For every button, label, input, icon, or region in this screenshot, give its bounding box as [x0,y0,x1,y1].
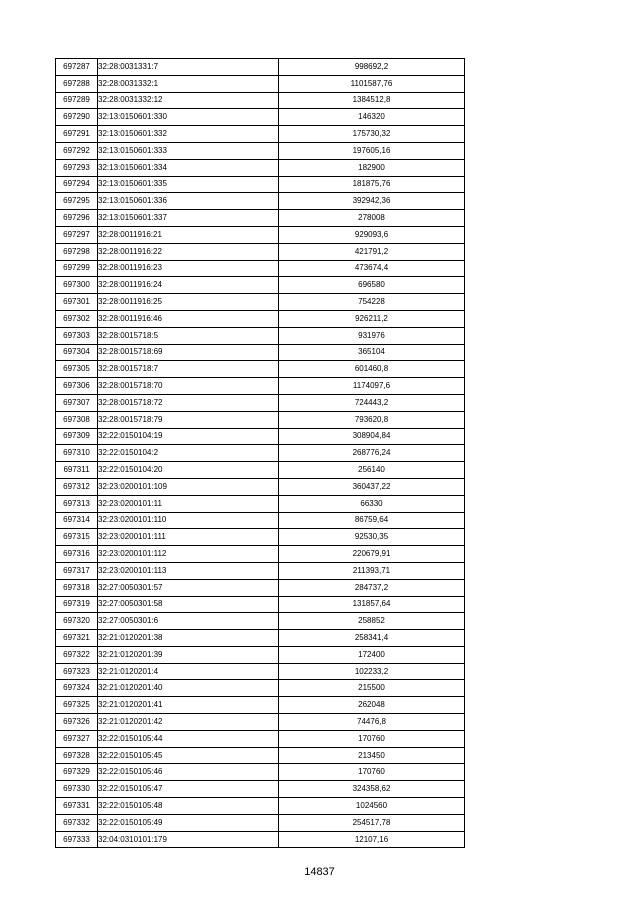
table-row [56,176,465,193]
row-id-cell: 697311 [56,462,98,479]
cadastral-number-cell: 32:28:0015718:69 [98,344,279,361]
table-row [56,512,465,529]
cadastral-value-cell: 211393,71 [279,562,465,579]
cadastral-value-cell: 175730,32 [279,126,465,143]
cadastral-number-cell: 32:22:0150105:44 [98,730,279,747]
table-row [56,277,465,294]
row-id-cell: 697289 [56,92,98,109]
cadastral-number-cell: 32:13:0150601:336 [98,193,279,210]
row-id-cell: 697297 [56,226,98,243]
cadastral-number-cell: 32:28:0011916:22 [98,243,279,260]
row-id-cell: 697319 [56,596,98,613]
table-body [56,59,465,848]
table-row [56,747,465,764]
table-row [56,798,465,815]
table-row [56,210,465,227]
page-number: 14837 [304,866,335,878]
cadastral-value-cell: 793620,8 [279,411,465,428]
cadastral-number-cell: 32:28:0011916:21 [98,226,279,243]
table-row [56,260,465,277]
cadastral-value-cell: 284737,2 [279,579,465,596]
table-row [56,546,465,563]
cadastral-value-cell: 929093,6 [279,226,465,243]
row-id-cell: 697315 [56,529,98,546]
cadastral-number-cell: 32:21:0120201:39 [98,646,279,663]
table-row [56,411,465,428]
table-row [56,764,465,781]
cadastral-number-cell: 32:23:0200101:113 [98,562,279,579]
cadastral-value-cell: 998692,2 [279,59,465,76]
cadastral-value-cell: 1174097,6 [279,378,465,395]
cadastral-number-cell: 32:21:0120201:38 [98,630,279,647]
row-id-cell: 697294 [56,176,98,193]
cadastral-value-cell: 268776,24 [279,445,465,462]
cadastral-number-cell: 32:27:0050301:58 [98,596,279,613]
cadastral-number-cell: 32:28:0015718:7 [98,361,279,378]
cadastral-number-cell: 32:23:0200101:109 [98,478,279,495]
cadastral-value-cell: 421791,2 [279,243,465,260]
table-row [56,495,465,512]
row-id-cell: 697324 [56,680,98,697]
cadastral-number-cell: 32:23:0200101:112 [98,546,279,563]
cadastral-number-cell: 32:21:0120201:40 [98,680,279,697]
row-id-cell: 697292 [56,142,98,159]
cadastral-number-cell: 32:22:0150105:45 [98,747,279,764]
table-row [56,344,465,361]
cadastral-value-cell: 392942,36 [279,193,465,210]
cadastral-value-cell: 258341,4 [279,630,465,647]
row-id-cell: 697302 [56,310,98,327]
cadastral-number-cell: 32:13:0150601:333 [98,142,279,159]
table-row [56,831,465,848]
row-id-cell: 697312 [56,478,98,495]
table-row [56,75,465,92]
row-id-cell: 697328 [56,747,98,764]
cadastral-number-cell: 32:28:0031331:7 [98,59,279,76]
cadastral-number-cell: 32:23:0200101:110 [98,512,279,529]
cadastral-value-cell: 696580 [279,277,465,294]
table-row [56,462,465,479]
cadastral-number-cell: 32:22:0150104:20 [98,462,279,479]
table-row [56,613,465,630]
cadastral-value-cell: 473674,4 [279,260,465,277]
cadastral-number-cell: 32:13:0150601:332 [98,126,279,143]
table-row [56,327,465,344]
table-row [56,193,465,210]
cadastral-number-cell: 32:22:0150105:46 [98,764,279,781]
cadastral-value-cell: 172400 [279,646,465,663]
cadastral-number-cell: 32:28:0015718:72 [98,394,279,411]
cadastral-value-cell: 926211,2 [279,310,465,327]
table-row [56,814,465,831]
row-id-cell: 697296 [56,210,98,227]
table-row [56,529,465,546]
row-id-cell: 697317 [56,562,98,579]
table-row [56,92,465,109]
row-id-cell: 697298 [56,243,98,260]
cadastral-number-cell: 32:13:0150601:337 [98,210,279,227]
table-row [56,646,465,663]
cadastral-value-cell: 360437,22 [279,478,465,495]
row-id-cell: 697314 [56,512,98,529]
table-row [56,445,465,462]
row-id-cell: 697306 [56,378,98,395]
cadastral-number-cell: 32:22:0150104:2 [98,445,279,462]
cadastral-value-cell: 170760 [279,764,465,781]
cadastral-value-cell: 1384512,8 [279,92,465,109]
cadastral-number-cell: 32:28:0015718:79 [98,411,279,428]
row-id-cell: 697288 [56,75,98,92]
row-id-cell: 697326 [56,714,98,731]
cadastral-number-cell: 32:13:0150601:334 [98,159,279,176]
table-row [56,579,465,596]
table-row [56,714,465,731]
cadastral-value-cell: 754228 [279,294,465,311]
row-id-cell: 697304 [56,344,98,361]
cadastral-number-cell: 32:22:0150105:48 [98,798,279,815]
cadastral-number-cell: 32:28:0015718:70 [98,378,279,395]
table-row [56,596,465,613]
document-table-container [55,58,465,848]
table-row [56,294,465,311]
cadastral-value-table [55,58,465,848]
cadastral-number-cell: 32:28:0031332:1 [98,75,279,92]
row-id-cell: 697329 [56,764,98,781]
cadastral-value-cell: 102233,2 [279,663,465,680]
row-id-cell: 697301 [56,294,98,311]
cadastral-value-cell: 197605,16 [279,142,465,159]
row-id-cell: 697316 [56,546,98,563]
cadastral-number-cell: 32:27:0050301:57 [98,579,279,596]
cadastral-number-cell: 32:23:0200101:111 [98,529,279,546]
cadastral-value-cell: 66330 [279,495,465,512]
row-id-cell: 697303 [56,327,98,344]
cadastral-value-cell: 182900 [279,159,465,176]
cadastral-number-cell: 32:13:0150601:335 [98,176,279,193]
row-id-cell: 697313 [56,495,98,512]
cadastral-number-cell: 32:28:0011916:23 [98,260,279,277]
table-row [56,562,465,579]
cadastral-number-cell: 32:28:0015718:5 [98,327,279,344]
row-id-cell: 697287 [56,59,98,76]
row-id-cell: 697323 [56,663,98,680]
row-id-cell: 697318 [56,579,98,596]
cadastral-value-cell: 146320 [279,109,465,126]
row-id-cell: 697295 [56,193,98,210]
cadastral-number-cell: 32:27:0050301:6 [98,613,279,630]
table-row [56,697,465,714]
row-id-cell: 697331 [56,798,98,815]
cadastral-value-cell: 92530,35 [279,529,465,546]
table-row [56,378,465,395]
cadastral-number-cell: 32:28:0011916:25 [98,294,279,311]
row-id-cell: 697291 [56,126,98,143]
row-id-cell: 697307 [56,394,98,411]
cadastral-value-cell: 724443,2 [279,394,465,411]
row-id-cell: 697310 [56,445,98,462]
table-row [56,361,465,378]
cadastral-value-cell: 256140 [279,462,465,479]
row-id-cell: 697321 [56,630,98,647]
cadastral-number-cell: 32:21:0120201:41 [98,697,279,714]
cadastral-value-cell: 215500 [279,680,465,697]
cadastral-number-cell: 32:21:0120201:4 [98,663,279,680]
table-row [56,663,465,680]
row-id-cell: 697308 [56,411,98,428]
cadastral-number-cell: 32:21:0120201:42 [98,714,279,731]
cadastral-value-cell: 254517,78 [279,814,465,831]
table-row [56,310,465,327]
row-id-cell: 697332 [56,814,98,831]
row-id-cell: 697293 [56,159,98,176]
row-id-cell: 697330 [56,781,98,798]
cadastral-value-cell: 258852 [279,613,465,630]
row-id-cell: 697300 [56,277,98,294]
cadastral-number-cell: 32:28:0011916:46 [98,310,279,327]
cadastral-value-cell: 170760 [279,730,465,747]
row-id-cell: 697322 [56,646,98,663]
cadastral-value-cell: 220679,91 [279,546,465,563]
cadastral-value-cell: 1024560 [279,798,465,815]
cadastral-value-cell: 86759,64 [279,512,465,529]
table-row [56,142,465,159]
cadastral-number-cell: 32:23:0200101:11 [98,495,279,512]
cadastral-number-cell: 32:22:0150104:19 [98,428,279,445]
table-row [56,394,465,411]
table-row [56,428,465,445]
cadastral-number-cell: 32:22:0150105:47 [98,781,279,798]
cadastral-value-cell: 213450 [279,747,465,764]
table-row [56,680,465,697]
cadastral-value-cell: 931976 [279,327,465,344]
row-id-cell: 697320 [56,613,98,630]
table-row [56,478,465,495]
cadastral-value-cell: 601460,8 [279,361,465,378]
row-id-cell: 697325 [56,697,98,714]
cadastral-value-cell: 1101587,76 [279,75,465,92]
cadastral-number-cell: 32:28:0011916:24 [98,277,279,294]
table-row [56,243,465,260]
row-id-cell: 697327 [56,730,98,747]
cadastral-value-cell: 308904,84 [279,428,465,445]
cadastral-value-cell: 12107,16 [279,831,465,848]
table-row [56,630,465,647]
cadastral-value-cell: 131857,64 [279,596,465,613]
cadastral-value-cell: 278008 [279,210,465,227]
cadastral-number-cell: 32:13:0150601:330 [98,109,279,126]
row-id-cell: 697309 [56,428,98,445]
table-row [56,59,465,76]
row-id-cell: 697305 [56,361,98,378]
table-row [56,730,465,747]
table-row [56,109,465,126]
table-row [56,781,465,798]
cadastral-value-cell: 262048 [279,697,465,714]
cadastral-value-cell: 324358,62 [279,781,465,798]
row-id-cell: 697290 [56,109,98,126]
cadastral-value-cell: 74476,8 [279,714,465,731]
table-row [56,226,465,243]
table-row [56,126,465,143]
row-id-cell: 697333 [56,831,98,848]
cadastral-number-cell: 32:04:0310101:179 [98,831,279,848]
row-id-cell: 697299 [56,260,98,277]
cadastral-value-cell: 365104 [279,344,465,361]
cadastral-value-cell: 181875,76 [279,176,465,193]
cadastral-number-cell: 32:22:0150105:49 [98,814,279,831]
table-row [56,159,465,176]
cadastral-number-cell: 32:28:0031332:12 [98,92,279,109]
